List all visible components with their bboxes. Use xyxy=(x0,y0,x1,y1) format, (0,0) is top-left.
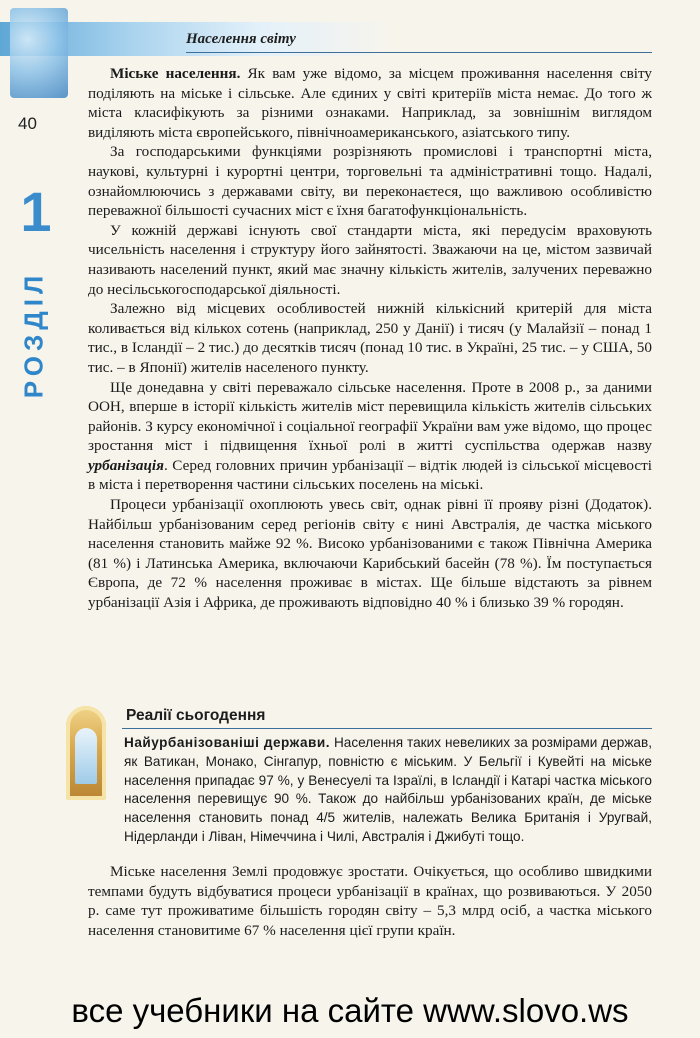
paragraph xyxy=(88,378,652,496)
chapter-label xyxy=(8,246,60,422)
closing-text xyxy=(88,862,652,940)
key-term: урбанізація xyxy=(88,456,164,474)
paragraph-text: Ще донедавна у світі переважало сільське населення. Проте в 2008 р., за даними ООН, вперше в історії кількість жителів міст перевищила кількість жителів сільських районів. З курсу економічної і соціальної географії України вам уже відомо, що процес зростання міст і підвищення їхньої ролі в житті суспільства одержав назву xyxy=(88,378,652,455)
paragraph: Процеси урбанізації охоплюють увесь світ, однак рівні її прояву різні (Додаток). Найбільш урбанізованим серед регіонів світу є нині Австралія, де частка міського населення становить майже 92 %. Високо урбанізованими є також Північна Америка (81 %) і Латинська Америка, включаючи Карибський басейн (78 %). Їм поступається Європа, де 72 % населення проживає в містах. Ще більше відстають за рівнем урбанізації Азія і Африка, де проживають відповідно 40 % і близько 39 % городян. xyxy=(88,496,652,612)
sidebar-box-rule xyxy=(122,728,652,729)
box-lead: Найурбанізованіші держави. xyxy=(124,735,331,750)
running-header-title: Населення світу xyxy=(186,31,296,47)
paragraph xyxy=(88,64,652,142)
paragraph: За господарськими функціями розрізняють промислові і транспортні міста, наукові, культурні і курортні центри, торговельні та адміністративні тощо. Надалі, ознайомлюючись з державами світу, ви переконаєтеся, що важливою особливістю переважної більшості сучасних міст є їхня багатофункціональність. xyxy=(88,143,652,220)
paragraph-text: . Серед головних причин урбанізації – відтік людей із сільської місцевості в міста і перетворення частини сільських поселень на міські. xyxy=(88,456,652,494)
box-paragraph xyxy=(124,734,652,847)
paragraph: Залежно від місцевих особливостей нижній кількісний критерій для міста коливається від кількох сотень (наприклад, 250 у Данії) і тисяч (у Малайзії – понад 1 тис., в Ісландії – 2 тис.) до десятків тисяч (понад 10 тис. в Україні, 25 тис. – у США, 50 тис. – в Японії) жителів населеного пункту. xyxy=(88,300,652,376)
sidebar-box-title: Реалії сьогодення xyxy=(126,707,266,724)
chapter-number: 1 xyxy=(20,180,52,243)
globe-emblem-icon xyxy=(10,8,68,98)
paragraph: Міське населення Землі продовжує зростати. Очікується, що особливо швидкими темпами будуть відбуватися процеси урбанізації в країнах, що розвиваються. У 2050 р. саме тут проживатиме більшість городян світу – 5,3 млрд осіб, а частка міського населення становитиме 67 % населення цієї групи країн. xyxy=(88,863,652,939)
paragraph-lead: Міське населення. xyxy=(110,65,241,82)
window-arch-icon xyxy=(66,706,106,800)
paragraph-text: Як вам уже відомо, за місцем проживання населення світу поділяють на міське і сільське. Але єдиних у світі критеріїв міста немає. До того ж міста класифікують за різними ознаками. Наприклад, за зовнішнім виглядом виділяють міста європейського, північноамериканського, азіатського типу. xyxy=(88,65,652,141)
header-rule xyxy=(186,52,652,53)
chapter-label-text: РОЗДІЛ xyxy=(18,270,49,398)
box-body: Населення таких невеликих за розмірами держав, як Ватикан, Монако, Сінгапур, повністю є міським. У Бельгії і Кувейті на міське населення припадає 97 %, у Венесуелі та Ізраїлі, в Ісландії і Катарі частка міського населення перевищує 90 %. Також до найбільш урбанізованих країн, де міське населення становить понад 4/5 жителів, належать Велика Британія і Уругвай, Нідерланди і Ліван, Німеччина і Чилі, Австралія і Джибуті тощо. xyxy=(124,735,652,844)
sidebar-box-text xyxy=(124,734,652,847)
header-band xyxy=(0,22,652,56)
main-text xyxy=(88,64,652,613)
paragraph: У кожній державі існують свої стандарти міста, які передусім враховують чисельність населення і структуру його зайнятості. Зважаючи на це, містом зазвичай називають населений пункт, який має значну кількість жителів, залучених переважно до несільськогосподарської діяльності. xyxy=(88,221,652,298)
footer-banner: все учебники на сайте www.slovo.ws xyxy=(71,992,629,1029)
page-number: 40 xyxy=(18,114,37,133)
